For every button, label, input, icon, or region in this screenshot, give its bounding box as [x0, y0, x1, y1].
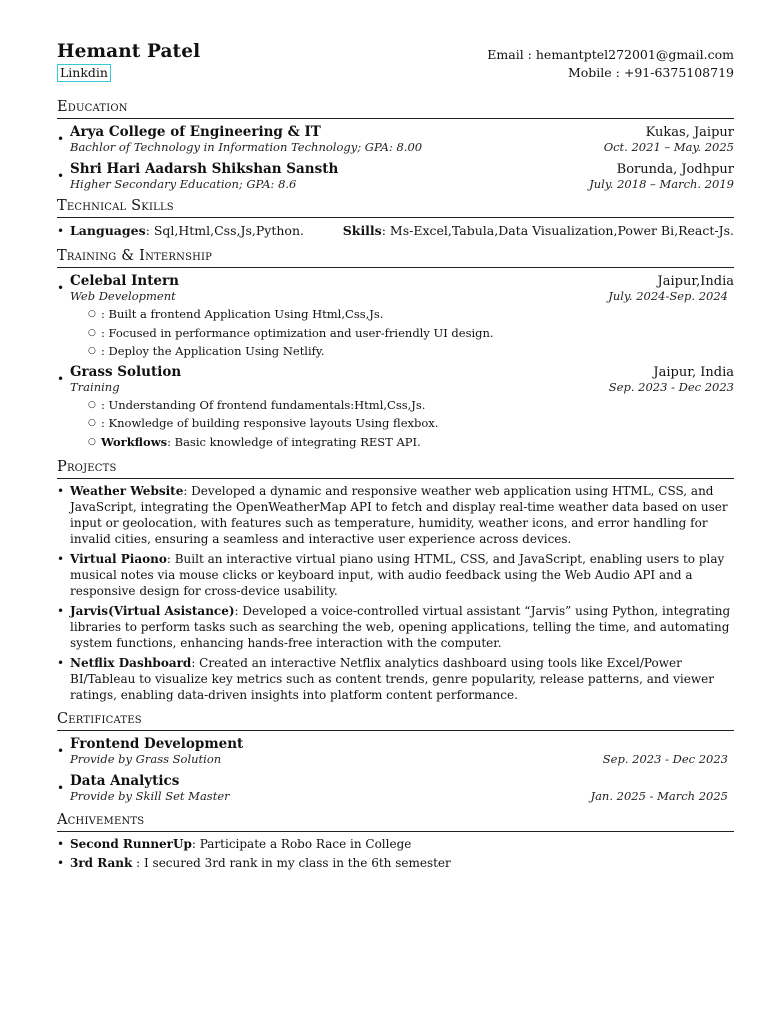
org-name: Grass Solution [70, 363, 182, 380]
section-heading-certificates: Certificates [57, 710, 734, 731]
item-text: : Built a frontend Application Using Html,Css,Js. [101, 307, 384, 321]
item-text: : Deploy the Application Using Netlify. [101, 344, 325, 358]
languages-item [70, 223, 304, 239]
bullet-icon: • [57, 281, 65, 295]
training-details [70, 396, 734, 452]
bullet-icon: • [57, 224, 65, 238]
email-text[interactable]: Email : hemantptel272001@gmail.com [487, 47, 734, 62]
project-item [57, 551, 734, 599]
certificate-provider: Provide by Grass Solution [70, 752, 222, 766]
training-dates: Sep. 2023 - Dec 2023 [608, 379, 734, 394]
section-heading-training: Training & Internship [57, 247, 734, 268]
certificate-dates: Jan. 2025 - March 2025 [590, 789, 728, 803]
org-location: Jaipur,India [657, 274, 734, 289]
resume-page [57, 40, 734, 873]
school-name: Shri Hari Aadarsh Shikshan Sansth [70, 161, 339, 177]
languages-label: Languages [70, 223, 146, 238]
item-text: : Understanding Of frontend fundamentals:Html,Css,Js. [101, 397, 426, 412]
achievement-name: 3rd Rank [70, 856, 133, 870]
education-entry [57, 124, 734, 154]
certificate-name: Frontend Development [70, 736, 244, 752]
section-heading-achievements: Achivements [57, 811, 734, 832]
item-text: : Knowledge of building responsive layouts Using flexbox. [101, 416, 439, 430]
training-entry [57, 364, 734, 452]
item-label: Workflows [101, 434, 168, 449]
project-description: : Built an interactive virtual piano using HTML, CSS, and JavaScript, enabling users to play musical notes via mouse clicks or keyboard input, with audio feedback using the Web Audio API and a responsive design for cross-device usability. [70, 552, 725, 598]
list-item [88, 396, 734, 415]
skills-label: Skills [342, 223, 382, 238]
bullet-icon: • [57, 856, 65, 870]
list-item [88, 342, 734, 361]
bullet-icon: • [57, 132, 65, 146]
resume-header [57, 40, 734, 90]
item-text: : Basic knowledge of integrating REST API. [167, 434, 421, 449]
contact-info [487, 46, 734, 82]
achievement-item [57, 835, 734, 854]
project-description: : Developed a dynamic and responsive weather web application using HTML, CSS, and JavaScript, integrating the OpenWeatherMap API to fetch and display real-time weather data based on user input or geolocation, with features such as temperature, humidity, weather icons, and error handling for invalid cities, ensuring a seamless and interactive user experience across devices. [70, 484, 728, 546]
role-text: Training [70, 379, 120, 394]
achievement-name: Second RunnerUp [70, 837, 192, 851]
degree-text: Bachlor of Technology in Information Technology; GPA: 8.00 [70, 140, 423, 154]
bullet-icon: • [57, 371, 65, 386]
achievements-list [57, 835, 734, 873]
list-item [88, 433, 734, 452]
bullet-icon: • [57, 656, 65, 670]
item-text: : Focused in performance optimization and user-friendly UI design. [101, 325, 494, 340]
certificate-dates: Sep. 2023 - Dec 2023 [602, 752, 728, 766]
bullet-icon: • [57, 484, 65, 498]
education-dates: Oct. 2021 – May. 2025 [603, 140, 734, 154]
certificate-provider: Provide by Skill Set Master [70, 789, 230, 803]
bullet-icon: • [57, 169, 65, 183]
training-dates: July. 2024-Sep. 2024 [608, 289, 728, 303]
education-entry [57, 161, 734, 191]
candidate-name: Hemant Patel [57, 41, 201, 62]
project-name: Netflix Dashboard [70, 656, 192, 670]
section-heading-education: Education [57, 98, 734, 119]
school-name: Arya College of Engineering & IT [70, 124, 321, 140]
certificate-name: Data Analytics [70, 773, 180, 789]
bullet-icon: • [57, 781, 65, 795]
org-name: Celebal Intern [70, 273, 179, 289]
project-name: Jarvis(Virtual Asistance) [70, 604, 235, 618]
bullet-icon: • [57, 837, 65, 851]
skills-row [57, 223, 734, 239]
project-item [57, 655, 734, 703]
education-dates: July. 2018 – March. 2019 [589, 177, 734, 191]
achievement-text: : I secured 3rd rank in my class in the 6th semester [132, 856, 451, 870]
training-details [70, 305, 734, 361]
project-item [57, 483, 734, 547]
skills-text: : Ms-Excel,Tabula,Data Visualization,Power Bi,React-Js. [381, 223, 734, 238]
project-item [57, 603, 734, 651]
project-description: : Developed a voice-controlled virtual assistant “Jarvis” using Python, integrating libraries to perform tasks such as searching the web, opening applications, telling the time, and automating system functions, enhancing hands-free interaction with the computer. [70, 604, 731, 650]
certificate-entry [57, 736, 734, 766]
project-description: : Created an interactive Netflix analytics dashboard using tools like Excel/Power BI/Tableau to visualize key metrics such as content trends, genre popularity, release patterns, and viewer ratings, enabling data-driven insights into platform content performance. [70, 656, 714, 702]
skills-item [343, 223, 734, 239]
project-name: Virtual Piaono [70, 552, 167, 566]
org-location: Jaipur, India [653, 364, 734, 380]
bullet-icon: • [57, 744, 65, 758]
project-name: Weather Website [70, 484, 184, 498]
school-location: Borunda, Jodhpur [616, 162, 734, 177]
bullet-icon: • [57, 604, 65, 618]
languages-text: : Sql,Html,Css,Js,Python. [145, 223, 304, 238]
certificate-entry [57, 773, 734, 803]
list-item [88, 305, 734, 324]
bullet-icon: • [57, 552, 65, 566]
list-item [88, 414, 734, 433]
school-location: Kukas, Jaipur [645, 125, 734, 140]
section-heading-skills: Technical Skills [57, 197, 734, 218]
section-heading-projects: Projects [57, 458, 734, 479]
list-item [88, 324, 734, 343]
achievement-item [57, 854, 734, 873]
role-text: Web Development [70, 289, 176, 303]
linkedin-link[interactable]: Linkdin [57, 64, 111, 82]
training-entry [57, 273, 734, 361]
achievement-text: : Participate a Robo Race in College [191, 837, 412, 851]
mobile-text: Mobile : +91-6375108719 [567, 65, 734, 80]
degree-text: Higher Secondary Education; GPA: 8.6 [70, 177, 297, 191]
